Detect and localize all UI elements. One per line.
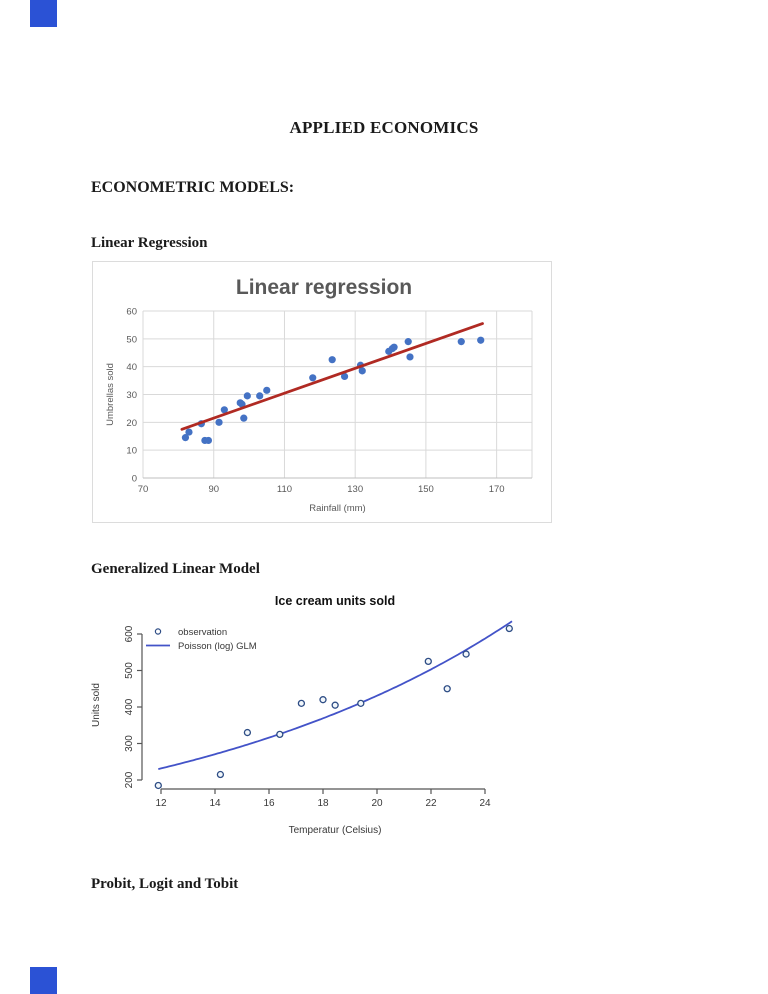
svg-text:20: 20 bbox=[126, 417, 137, 429]
linear-regression-chart-svg bbox=[93, 262, 551, 522]
svg-text:Linear regression: Linear regression bbox=[235, 276, 413, 299]
svg-text:110: 110 bbox=[276, 484, 293, 495]
section-heading-econometric-models: ECONOMETRIC MODELS: bbox=[91, 179, 295, 196]
svg-text:Ice cream units sold: Ice cream units sold bbox=[274, 594, 396, 608]
page-corner-mark-bottom bbox=[30, 967, 57, 994]
subheading-probit-logit-tobit: Probit, Logit and Tobit bbox=[91, 876, 239, 892]
svg-text:24: 24 bbox=[479, 798, 491, 809]
svg-text:70: 70 bbox=[137, 484, 149, 495]
svg-text:90: 90 bbox=[208, 484, 220, 495]
svg-text:30: 30 bbox=[126, 390, 137, 401]
svg-text:14: 14 bbox=[209, 798, 221, 809]
linear-regression-chart bbox=[92, 261, 552, 523]
svg-text:20: 20 bbox=[371, 798, 383, 809]
svg-text:18: 18 bbox=[317, 798, 329, 809]
document-title: APPLIED ECONOMICS bbox=[289, 118, 479, 137]
svg-text:130: 130 bbox=[347, 484, 364, 495]
svg-text:60: 60 bbox=[126, 306, 137, 318]
svg-text:170: 170 bbox=[488, 484, 505, 495]
svg-text:Temperatur (Celsius): Temperatur (Celsius) bbox=[288, 825, 382, 836]
svg-text:Umbrellas sold: Umbrellas sold bbox=[105, 363, 116, 426]
svg-text:600: 600 bbox=[124, 625, 135, 643]
svg-text:Rainfall (mm): Rainfall (mm) bbox=[309, 503, 366, 514]
glm-chart-svg bbox=[85, 592, 535, 842]
svg-text:0: 0 bbox=[131, 473, 137, 485]
page-corner-mark-top bbox=[30, 0, 57, 27]
svg-text:50: 50 bbox=[126, 334, 137, 346]
svg-text:12: 12 bbox=[155, 798, 167, 809]
glm-chart bbox=[85, 592, 535, 842]
svg-text:400: 400 bbox=[124, 698, 135, 716]
svg-text:Poisson (log) GLM: Poisson (log) GLM bbox=[178, 641, 257, 652]
svg-text:22: 22 bbox=[425, 798, 437, 809]
svg-text:observation: observation bbox=[178, 627, 228, 638]
svg-text:150: 150 bbox=[417, 484, 434, 495]
svg-text:10: 10 bbox=[126, 445, 137, 457]
svg-text:40: 40 bbox=[126, 362, 137, 374]
svg-text:200: 200 bbox=[124, 771, 135, 789]
svg-text:16: 16 bbox=[263, 798, 275, 809]
subheading-generalized-linear-model: Generalized Linear Model bbox=[91, 561, 260, 577]
svg-text:300: 300 bbox=[124, 735, 135, 752]
subheading-linear-regression: Linear Regression bbox=[91, 235, 208, 251]
svg-text:500: 500 bbox=[124, 662, 135, 679]
svg-text:Units sold: Units sold bbox=[91, 683, 102, 727]
